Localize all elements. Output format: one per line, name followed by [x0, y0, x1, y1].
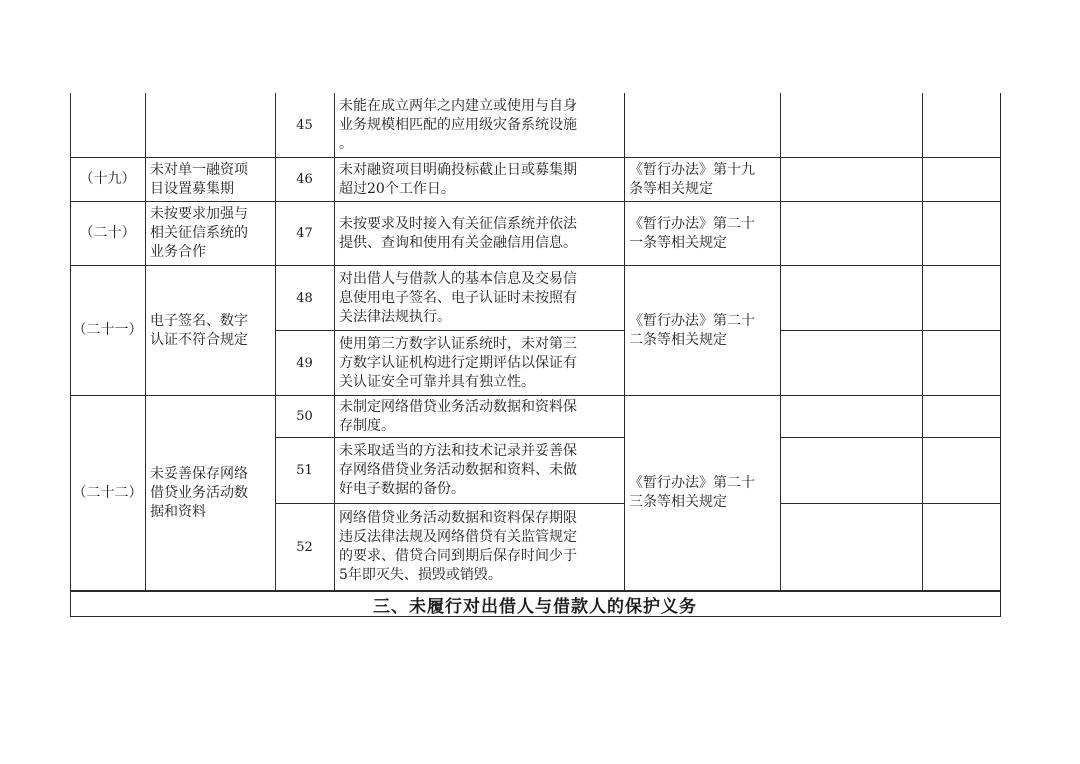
row-number: 47	[296, 226, 313, 241]
grid-line	[922, 93, 923, 591]
row-content: 未采取适当的方法和技术记录并妥善保 存网络借贷业务活动数据和资料、未做 好电子数据的备份。	[339, 443, 577, 497]
grid-line	[780, 437, 1001, 438]
row-number: 49	[296, 355, 313, 371]
row-content: 未制定网络借贷业务活动数据和资料保 存制度。	[339, 398, 577, 434]
item-code: （二十一）	[72, 322, 143, 338]
row-number: 51	[296, 463, 313, 478]
category-text: 未对单一融资项 目设置募集期	[150, 161, 248, 197]
basis-text: 《暂行办法》第十九 条等相关规定	[629, 161, 755, 197]
grid-line	[780, 93, 781, 591]
row-content: 对出借人与借款人的基本信息及交易信 息使用电子签名、电子认证时未按照有 关法律法规执行。	[339, 270, 577, 325]
basis-text: 《暂行办法》第二十 三条等相关规定	[629, 475, 755, 510]
row-number: 48	[296, 290, 313, 306]
row-number: 52	[296, 539, 313, 555]
category-text: 未妥善保存网络 借贷业务活动数 据和资料	[150, 465, 248, 520]
row-number: 50	[296, 409, 313, 424]
grid-line	[1000, 93, 1001, 617]
row-number: 45	[296, 117, 313, 133]
category-text: 未按要求加强与 相关征信系统的 业务合作	[150, 206, 248, 260]
section-title: 三、未履行对出借人与借款人的保护义务	[373, 596, 697, 617]
row-content: 未按要求及时接入有关征信系统并依法 提供、查询和使用有关金融信用信息。	[339, 215, 577, 251]
basis-text: 《暂行办法》第二十 二条等相关规定	[629, 312, 755, 348]
item-code: （十九）	[79, 171, 136, 187]
item-code: （二十二）	[72, 484, 143, 501]
row-content: 未能在成立两年之内建立或使用与自身 业务规模相匹配的应用级灾备系统设施 。	[339, 97, 577, 152]
category-text: 电子签名、数字 认证不符合规定	[150, 312, 248, 348]
basis-text: 《暂行办法》第二十 一条等相关规定	[629, 215, 755, 251]
row-content: 使用第三方数字认证系统时，未对第三 方数字认证机构进行定期评估以保证有 关认证安全可靠并具有独立性。	[339, 335, 577, 390]
grid-line	[780, 503, 1001, 504]
row-content: 网络借贷业务活动数据和资料保存期限 违反法律法规及网络借贷有关监管规定 的要求、借贷合同到期后保存时间少于 5年即灭失、损毁或销毁。	[339, 510, 577, 583]
item-code: （二十）	[79, 225, 136, 241]
grid-line	[780, 330, 1001, 331]
row-content: 未对融资项目明确投标截止日或募集期 超过20个工作日。	[339, 161, 577, 197]
row-number: 46	[296, 172, 313, 187]
